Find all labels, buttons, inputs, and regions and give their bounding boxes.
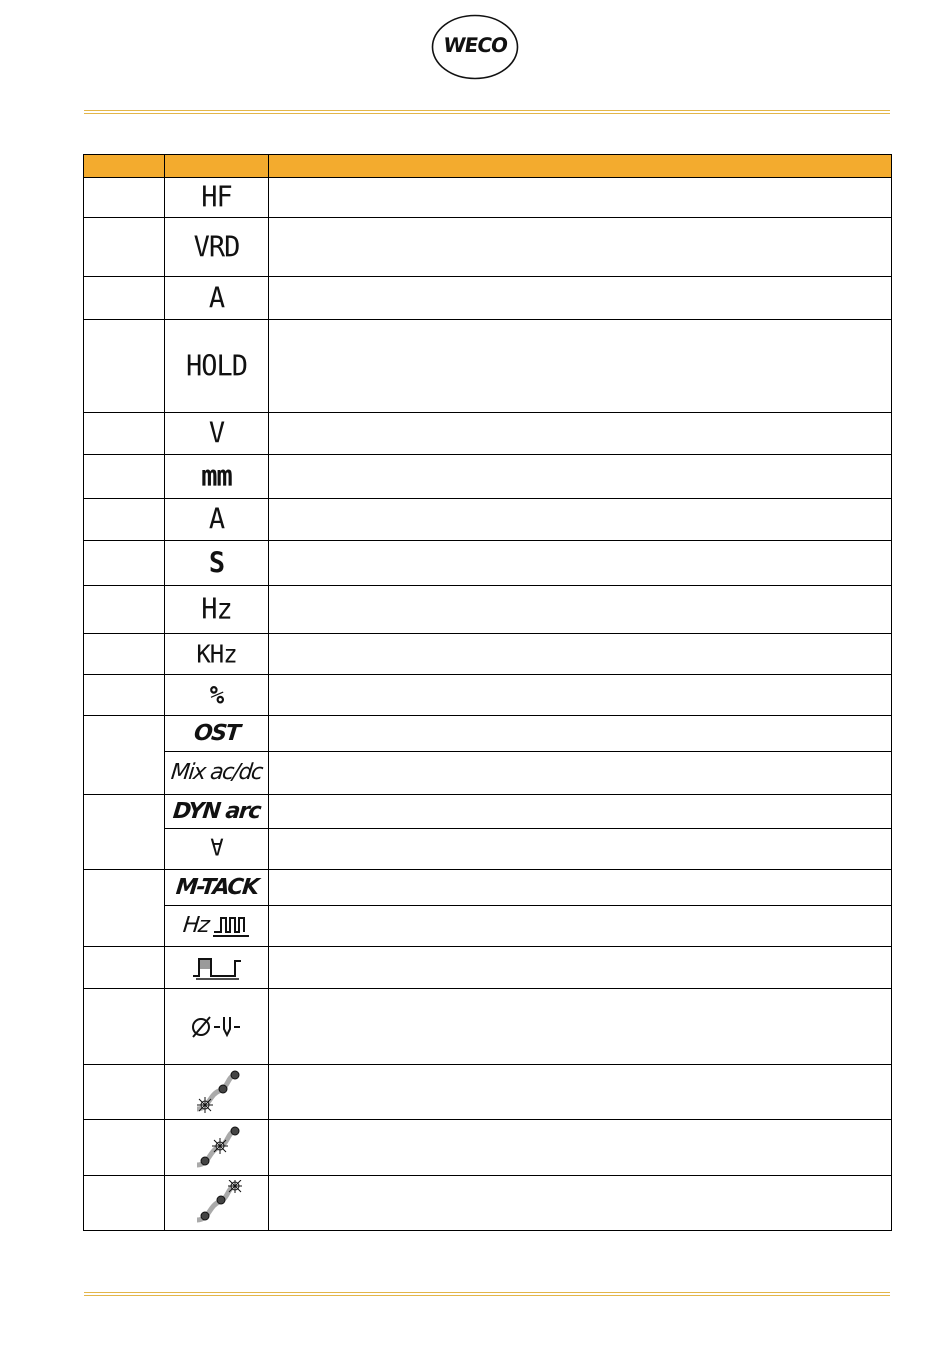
table-row [84,1176,892,1231]
symbol-cell [165,752,269,795]
number-cell [84,499,165,541]
number-cell [84,541,165,586]
table-row [84,675,892,716]
number-cell [84,947,165,989]
symbol-cell [165,218,269,277]
wire-point-middle-icon [191,1125,243,1171]
symbol-cell [165,178,269,218]
symbol-vrd: VRD [193,230,240,264]
symbol-cell [165,455,269,499]
table-row [84,829,892,870]
symbol-cell [165,634,269,675]
table-row [84,634,892,675]
description-cell [269,752,892,795]
description-cell [269,795,892,829]
table-row [84,499,892,541]
number-cell [84,586,165,634]
table-row [84,752,892,795]
symbol-ampere-2: A [208,503,225,536]
symbol-dyn-arc: DYN arc [171,798,262,824]
symbol-khz: KHz [196,638,237,669]
symbol-table [83,154,892,1231]
table-row [84,541,892,586]
symbol-hz-pulse [183,914,249,938]
header-cell-number [84,155,165,178]
wire-point-start-icon [191,1069,243,1115]
symbol-cell [165,1065,269,1120]
description-cell [269,716,892,752]
number-cell [84,277,165,320]
number-cell [84,634,165,675]
table-row [84,178,892,218]
symbol-cell [165,499,269,541]
table-row [84,1120,892,1176]
description-cell [269,499,892,541]
table-row [84,1065,892,1120]
symbol-cell [165,586,269,634]
table-row [84,716,892,752]
description-cell [269,675,892,716]
number-cell [84,1176,165,1231]
table-row [84,989,892,1065]
symbol-volt: V [208,417,225,450]
table-row [84,413,892,455]
table-row [84,947,892,989]
pulse-step-icon [191,954,243,982]
description-cell [269,989,892,1065]
number-cell [84,675,165,716]
symbol-cell [165,906,269,947]
weco-logo [431,14,519,80]
description-cell [269,178,892,218]
description-cell [269,906,892,947]
description-cell [269,1176,892,1231]
table-row [84,455,892,499]
symbol-cell [165,947,269,989]
table-row [84,795,892,829]
header-rule [84,110,890,114]
symbol-m-tack: M-TACK [174,874,259,900]
symbol-cell [165,541,269,586]
header-cell-symbol [165,155,269,178]
description-cell [269,541,892,586]
number-cell [84,218,165,277]
symbol-seconds: S [208,546,225,580]
description-cell [269,947,892,989]
symbol-cell [165,716,269,752]
symbol-ampere: A [208,281,225,315]
header-cell-description [269,155,892,178]
number-cell [84,1120,165,1176]
table-row [84,277,892,320]
number-cell [84,989,165,1065]
table-row [84,906,892,947]
symbol-arc-force: ∀ [210,835,223,862]
symbol-cell [165,277,269,320]
symbol-hz: Hz [201,593,232,626]
symbol-hf: HF [201,181,232,214]
number-cell [84,795,165,870]
symbol-cell [165,795,269,829]
table-row [84,218,892,277]
description-cell [269,870,892,906]
number-cell [84,413,165,455]
footer-rule [84,1292,890,1296]
symbol-mix-ac-dc: Mix ac/dc [169,760,264,785]
description-cell [269,634,892,675]
description-cell [269,829,892,870]
number-cell [84,716,165,795]
pulse-wave-icon [212,914,250,938]
number-cell [84,870,165,947]
number-cell [84,455,165,499]
symbol-cell [165,413,269,455]
table-header-row [84,155,892,178]
description-cell [269,277,892,320]
description-cell [269,1065,892,1120]
symbol-mm: mm [201,460,232,493]
number-cell [84,178,165,218]
number-cell [84,1065,165,1120]
table-row [84,320,892,413]
description-cell [269,455,892,499]
table-row [84,586,892,634]
symbol-ost: OST [192,720,241,746]
symbol-percent: % [209,679,224,710]
description-cell [269,218,892,277]
symbol-cell [165,1120,269,1176]
symbol-cell [165,675,269,716]
number-cell [84,320,165,413]
symbol-cell [165,870,269,906]
symbol-hold: HOLD [185,349,248,383]
description-cell [269,1120,892,1176]
description-cell [269,413,892,455]
wire-point-end-icon [191,1180,243,1226]
symbol-hz-italic: Hz [182,913,210,938]
symbol-cell [165,1176,269,1231]
table-row [84,870,892,906]
description-cell [269,586,892,634]
logo-text: WECO [441,33,509,57]
electrode-diameter-icon [190,1013,244,1041]
description-cell [269,320,892,413]
symbol-cell [165,320,269,413]
symbol-cell [165,829,269,870]
symbol-cell [165,989,269,1065]
